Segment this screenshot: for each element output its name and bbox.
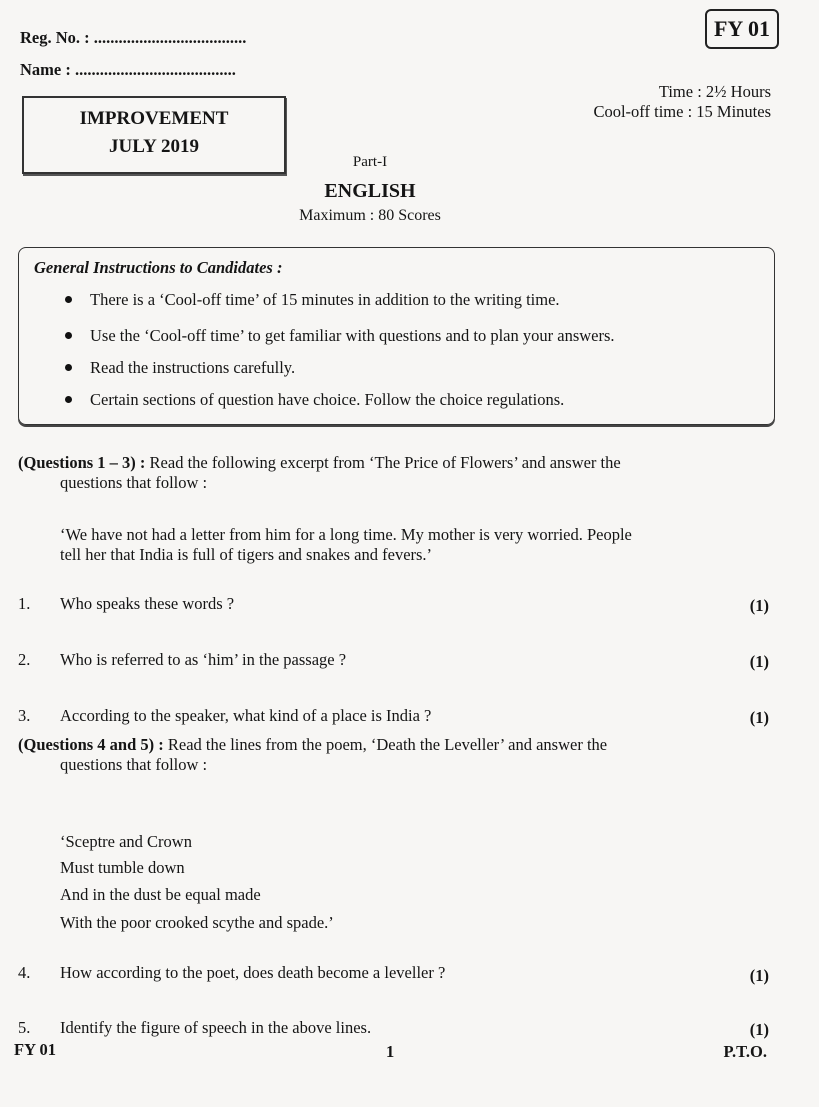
section2-intro: [18, 735, 607, 755]
section1-intro: [18, 453, 621, 473]
pto-label: P.T.O.: [723, 1042, 767, 1061]
excerpt-line: ‘We have not had a letter from him for a long time. My mother is very worried. People: [60, 525, 632, 544]
page-number: 1: [386, 1042, 395, 1061]
question-number: 3.: [18, 706, 31, 725]
excerpt-line: tell her that India is full of tigers and snakes and fevers.’: [60, 545, 433, 564]
section2-intro-text: Read the lines from the poem, ‘Death the Leveller’ and answer the: [167, 735, 608, 754]
subject-title: ENGLISH: [324, 180, 416, 202]
reg-no-field: Reg. No. : .....................................: [20, 28, 247, 47]
question-marks: (1): [749, 708, 769, 727]
question-text: According to the speaker, what kind of a place is India ?: [60, 706, 432, 725]
bullet-icon: [65, 296, 72, 303]
poem-line: Must tumble down: [60, 858, 185, 877]
footer-code: FY 01: [14, 1040, 57, 1059]
section1-intro-cont: questions that follow :: [60, 473, 208, 492]
paper-code-box: FY 01: [705, 9, 779, 49]
section1-intro-text: Read the following excerpt from ‘The Price of Flowers’ and answer the: [149, 453, 621, 472]
time-duration: Time : 2½ Hours: [658, 82, 771, 101]
bullet-icon: [65, 396, 72, 403]
instruction-text: Certain sections of question have choice. Follow the choice regulations.: [90, 390, 565, 409]
instruction-item: [90, 390, 564, 410]
exam-type: IMPROVEMENT: [79, 108, 229, 129]
instruction-text: There is a ‘Cool-off time’ of 15 minutes in addition to the writing time.: [90, 290, 560, 309]
poem-line: With the poor crooked scythe and spade.’: [60, 913, 334, 932]
question-number: 4.: [18, 963, 31, 982]
poem-line: ‘Sceptre and Crown: [60, 832, 192, 851]
poem-line: And in the dust be equal made: [60, 885, 261, 904]
instruction-item: [90, 358, 295, 378]
cool-off-time: Cool-off time : 15 Minutes: [593, 102, 771, 121]
question-marks: (1): [749, 1020, 769, 1039]
question-text: How according to the poet, does death become a leveller ?: [60, 963, 446, 982]
section2-label: (Questions 4 and 5) :: [18, 735, 164, 754]
instruction-text: Read the instructions carefully.: [90, 358, 296, 377]
instruction-item: [90, 326, 615, 346]
question-text: Who is referred to as ‘him’ in the passage ?: [60, 650, 347, 669]
max-score: Maximum : 80 Scores: [299, 207, 441, 224]
part-label: Part-I: [352, 154, 388, 170]
section2-intro-cont: questions that follow :: [60, 755, 208, 774]
bullet-icon: [65, 364, 72, 371]
question-text: Identify the figure of speech in the above lines.: [60, 1018, 372, 1037]
question-marks: (1): [749, 966, 769, 985]
question-marks: (1): [749, 652, 769, 671]
name-field: Name : .......................................: [20, 60, 236, 79]
question-number: 2.: [18, 650, 31, 669]
instructions-title: General Instructions to Candidates :: [34, 258, 283, 277]
question-marks: (1): [749, 596, 769, 615]
question-number: 1.: [18, 594, 31, 613]
question-text: Who speaks these words ?: [60, 594, 235, 613]
section1-label: (Questions 1 – 3) :: [18, 453, 146, 472]
exam-date: JULY 2019: [109, 136, 199, 157]
question-number: 5.: [18, 1018, 31, 1037]
instruction-item: [90, 290, 560, 310]
bullet-icon: [65, 332, 72, 339]
instruction-text: Use the ‘Cool-off time’ to get familiar with questions and to plan your answers.: [90, 326, 615, 345]
